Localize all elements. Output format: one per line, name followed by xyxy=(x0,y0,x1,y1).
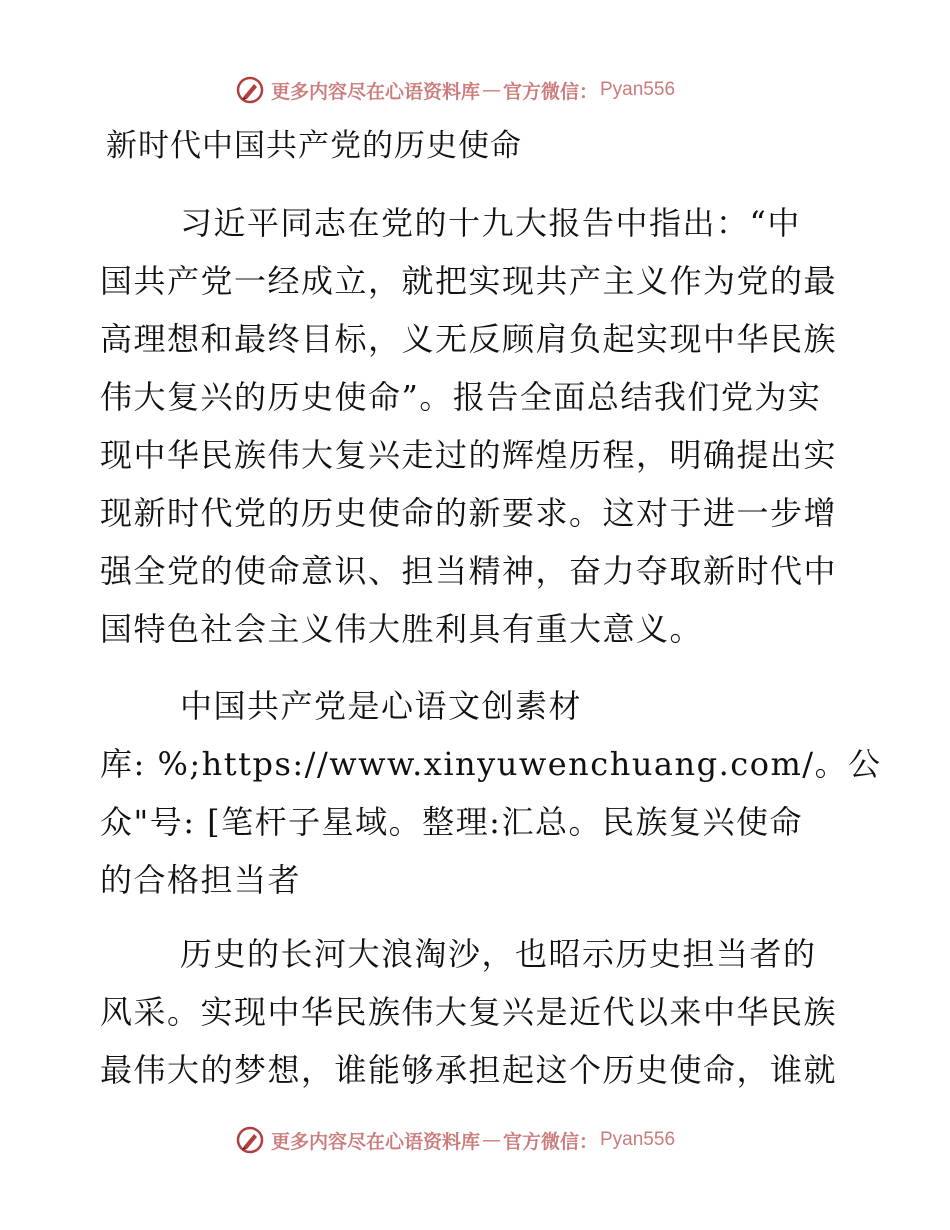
watermark-separator: — xyxy=(481,79,501,101)
paragraph-line: 国共产党一经成立，就把实现共产主义作为党的最 xyxy=(100,262,838,300)
paragraph-1 xyxy=(100,194,852,658)
paragraph-line: 库: %;https://www.xinyuwenchuang.com/。公 xyxy=(100,745,882,783)
paragraph-line: 强全党的使命意识、担当精神，奋力夺取新时代中 xyxy=(100,552,838,590)
paragraph-line: 现新时代党的历史使命的新要求。这对于进一步增 xyxy=(100,494,838,532)
paragraph-line: 高理想和最终目标，义无反顾肩负起实现中华民族 xyxy=(100,320,838,358)
paragraph-line: 伟大复兴的历史使命”。报告全面总结我们党为实 xyxy=(100,378,822,416)
watermark-account-id: Pyan556 xyxy=(600,1129,676,1150)
paragraph-line: 中国共产党是心语文创素材 xyxy=(180,687,583,725)
paragraph-line: 的合格担当者 xyxy=(100,861,302,899)
paragraph-line: 众"号: [笔杆子星域。整理:汇总。民族复兴使命 xyxy=(100,803,803,841)
paragraph-line: 习近平同志在党的十九大报告中指出：“中 xyxy=(180,204,801,242)
header-watermark xyxy=(0,72,950,108)
document-title: 新时代中国共产党的历史使命 xyxy=(106,128,522,164)
paragraph-2 xyxy=(100,677,882,909)
watermark-separator: — xyxy=(481,1129,501,1151)
watermark-account-id: Pyan556 xyxy=(600,79,676,100)
paragraph-line: 国特色社会主义伟大胜利具有重大意义。 xyxy=(100,610,704,648)
paragraph-line: 最伟大的梦想，谁能够承担起这个历史使命，谁就 xyxy=(100,1051,838,1089)
pen-logo-icon xyxy=(235,75,265,105)
footer-watermark xyxy=(0,1122,950,1158)
paragraph-line: 现中华民族伟大复兴走过的辉煌历程，明确提出实 xyxy=(100,436,838,474)
paragraph-line: 历史的长河大浪淘沙，也昭示历史担当者的 xyxy=(180,935,817,973)
watermark-account-label: 官方微信： xyxy=(502,1130,598,1153)
pen-logo-icon xyxy=(235,1125,265,1155)
watermark-text: 更多内容尽在心语资料库 xyxy=(270,1130,480,1153)
paragraph-3 xyxy=(100,925,852,1099)
paragraph-line: 风采。实现中华民族伟大复兴是近代以来中华民族 xyxy=(100,993,838,1031)
watermark-account-label: 官方微信： xyxy=(502,80,598,103)
watermark-text: 更多内容尽在心语资料库 xyxy=(270,80,480,103)
